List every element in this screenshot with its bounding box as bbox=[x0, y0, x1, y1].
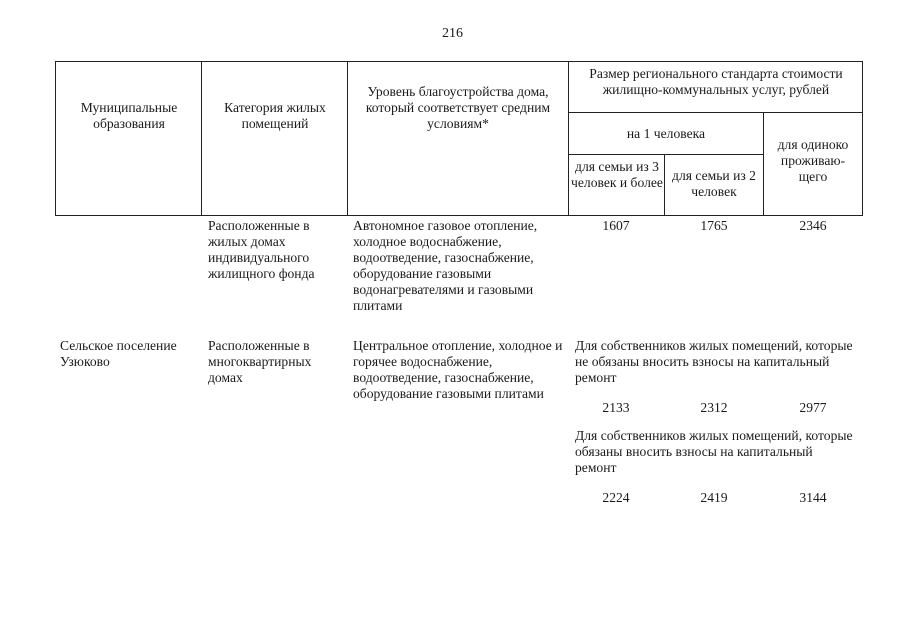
row2-group1-value-single: 2977 bbox=[799, 400, 827, 415]
row1-category: Расположенные в жилых домах индивидуального жилищного фонда bbox=[208, 218, 315, 281]
header-divider bbox=[664, 154, 665, 215]
header-category: Категория жилых помещений bbox=[224, 100, 326, 131]
row2-group2-value-family3: 2224 bbox=[602, 490, 630, 505]
row1-value-family3: 1607 bbox=[602, 218, 630, 233]
row1-value-single: 2346 bbox=[799, 218, 827, 233]
header-divider bbox=[201, 62, 202, 215]
row2-group1-note: Для собственников жилых помещений, которые не обязаны вносить взносы на капитальный ремонт bbox=[575, 338, 853, 385]
header-divider bbox=[568, 112, 863, 113]
header-municipal: Муниципальные образования bbox=[80, 100, 178, 131]
header-per-person: на 1 человека bbox=[626, 126, 706, 141]
row1-level: Автономное газовое отопление, холодное водоснабжение, водоотведение, газоснабжение, оборудование газовыми водонагревателями и газовыми плитами bbox=[353, 218, 538, 313]
row2-category: Расположенные в многоквартирных домах bbox=[208, 338, 312, 385]
header-level: Уровень благоустройства дома, который соответствует средним условиям* bbox=[365, 84, 551, 131]
header-divider bbox=[568, 62, 569, 215]
row1-value-family2: 1765 bbox=[700, 218, 728, 233]
header-divider bbox=[568, 154, 763, 155]
header-divider bbox=[347, 62, 348, 215]
page-number: 216 bbox=[442, 26, 463, 41]
row2-group1-value-family3: 2133 bbox=[602, 400, 630, 415]
row2-municipal: Сельское поселение Узюково bbox=[60, 338, 177, 369]
header-family2: для семьи из 2 человек bbox=[672, 168, 756, 199]
header-divider bbox=[763, 112, 764, 215]
row2-level: Центральное отопление, холодное и горячее водоснабжение, водоотведение, газоснабжение, оборудование газовыми плитами bbox=[353, 338, 563, 401]
row2-group2-value-family2: 2419 bbox=[700, 490, 728, 505]
row2-group2-note: Для собственников жилых помещений, которые обязаны вносить взносы на капитальный ремонт bbox=[575, 428, 853, 475]
row2-group1-value-family2: 2312 bbox=[700, 400, 728, 415]
table-header bbox=[55, 61, 863, 216]
header-family3: для семьи из 3 человек и более bbox=[571, 159, 663, 190]
row2-group2-value-single: 3144 bbox=[799, 490, 827, 505]
header-standard: Размер регионального стандарта стоимости жилищно-коммунальных услуг, рублей bbox=[589, 66, 843, 97]
header-single: для одиноко проживаю-щего bbox=[777, 137, 849, 184]
